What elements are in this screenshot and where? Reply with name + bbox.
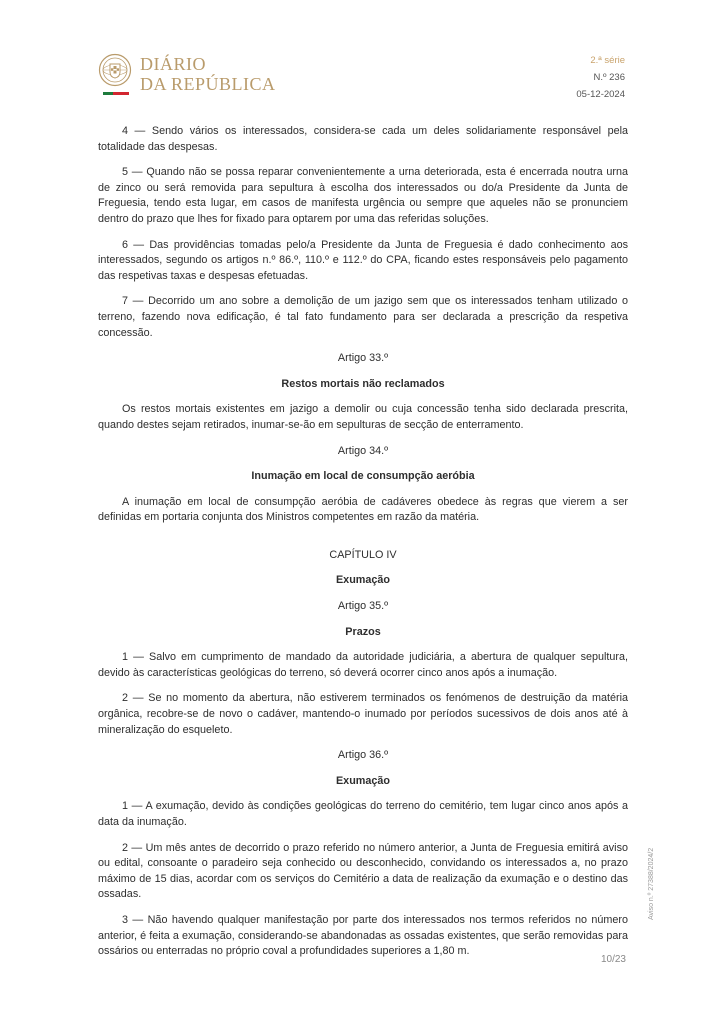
document-body <box>98 124 628 970</box>
paragraph: 2 — Se no momento da abertura, não estiverem terminados os fenómenos de destruição da matéria orgânica, recobre-se de novo o cadáver, mantendo-o inumado por períodos sucessivos de dois anos até à mineralização do esqueleto. <box>98 692 628 736</box>
logo-line-1: DIÁRIO <box>140 54 206 74</box>
notice-reference: Aviso n.º 27388/2024/2 <box>648 847 655 920</box>
article-34-title: Inumação em local de consumpção aeróbia <box>251 470 475 483</box>
chapter-title: Exumação <box>335 574 390 587</box>
paragraph: 2 — Um mês antes de decorrido o prazo referido no número anterior, a Junta de Freguesia emitirá aviso ou edital, consoante o paradeiro seja conhecido ou desconhecido, convidando os interessados a, no prazo máximo de 15 dias, acordar com os serviços do Cemitério a data de realização da exumação e o destino das ossadas. <box>98 841 628 901</box>
issue-date: 05-12-2024 <box>576 89 625 100</box>
article-35-label: Artigo 35.º <box>337 600 389 613</box>
issue-metadata <box>576 52 625 103</box>
publication-logo-text <box>140 54 276 94</box>
article-36-title: Exumação <box>335 774 390 787</box>
flag-stripe <box>103 92 129 95</box>
page-header <box>0 0 724 110</box>
paragraph: 6 — Das providências tomadas pelo/a Presidente da Junta de Freguesia é dado conhecimento aos interessados, segundo os artigos n.º 86.º, 110.º e 112.º do CPA, ficando estes responsáveis pelo pagamento das respetivas taxas e despesas efetuadas. <box>98 238 628 282</box>
paragraph: 5 — Quando não se possa reparar convenientemente a urna deteriorada, esta é encerrada noutra urna de zinco ou será removida para sepultura à escolha dos interessados ou do/a Presidente da Junta de Freguesia, tendo esta lugar, em casos de manifesta urgência ou sempre que aqueles não se pronunciem dentro do prazo que lhes for fixado para optarem por uma das referidas soluções. <box>98 166 628 225</box>
paragraph: 4 — Sendo vários os interessados, considera-se cada um deles solidariamente responsável pela totalidade das despesas. <box>98 125 628 153</box>
paragraph: 7 — Decorrido um ano sobre a demolição de um jazigo sem que os interessados tenham utilizado o terreno, fazendo nova edificação, é tal fato fundamento para ser declarada a prescrição da respetiva concessão. <box>98 295 628 339</box>
paragraph: 1 — Salvo em cumprimento de mandado da autoridade judiciária, a abertura de qualquer sepultura, devido às características geológicas do terreno, só deverá ocorrer cinco anos após a inumação. <box>98 651 628 679</box>
article-35-title: Prazos <box>345 625 381 638</box>
paragraph: 1 — A exumação, devido às condições geológicas do terreno do cemitério, tem lugar cinco anos após a data da inumação. <box>98 800 628 828</box>
page-number: 10/23 <box>600 954 626 965</box>
logo-line-2: DA REPÚBLICA <box>140 74 276 94</box>
series-label: 2.ª série <box>590 55 625 66</box>
article-33-label: Artigo 33.º <box>337 352 389 365</box>
article-33-title: Restos mortais não reclamados <box>281 377 445 390</box>
paragraph: Os restos mortais existentes em jazigo a demolir ou cuja concessão tenha sido declarada prescrita, quando destes sejam retirados, inumar-se-ão em sepulturas de secção de enterramento. <box>98 403 628 431</box>
paragraph: A inumação em local de consumpção aeróbia de cadáveres obedece às regras que vierem a ser definidas em portaria conjunta dos Ministros competentes em razão da matéria. <box>98 495 628 524</box>
chapter-label: CAPÍTULO IV <box>329 548 397 561</box>
article-36-label: Artigo 36.º <box>337 749 389 762</box>
paragraph: 3 — Não havendo qualquer manifestação por parte dos interessados nos termos referidos no número anterior, é feita a exumação, considerando-se abandonadas as ossadas existentes, que serão removidas para ossários ou enterradas no próprio coval a profundidades superiores a 1,80 m. <box>98 913 628 958</box>
article-34-label: Artigo 34.º <box>337 444 389 457</box>
issue-number: N.º 236 <box>593 72 625 83</box>
coat-of-arms-icon <box>98 53 132 87</box>
